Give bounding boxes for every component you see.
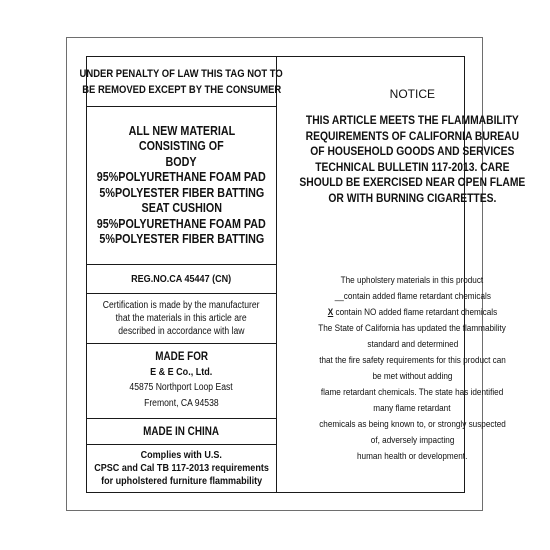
disclosure-line: human health or development. bbox=[357, 451, 468, 462]
reg-no-text: REG.NO.CA 45447 (CN) bbox=[131, 273, 232, 285]
disclosure-line: The State of California has updated the flammability bbox=[318, 323, 507, 334]
material-line: 5%POLYESTER FIBER BATTING bbox=[99, 185, 264, 200]
comply-line-1: Complies with U.S. bbox=[140, 449, 223, 461]
penalty-warning bbox=[79, 57, 284, 107]
checked-x-mark: X bbox=[327, 307, 334, 318]
cert-line-1: Certification is made by the manufacturer bbox=[103, 300, 260, 311]
disclosure-line: standard and determined bbox=[366, 339, 458, 350]
company-name: E & E Co., Ltd. bbox=[150, 366, 213, 378]
address-line-2: Fremont, CA 94538 bbox=[144, 398, 219, 409]
certification-statement bbox=[87, 294, 276, 344]
notice-line: OF HOUSEHOLD GOODS AND SERVICES bbox=[310, 144, 515, 158]
disclosure-line: many flame retardant bbox=[373, 403, 451, 414]
notice-line: REQUIREMENTS OF CALIFORNIA BUREAU bbox=[305, 128, 520, 143]
notice-body bbox=[281, 113, 544, 206]
registration-number bbox=[87, 265, 276, 294]
comply-line-3: for upholstered furniture flammability bbox=[100, 475, 263, 487]
notice-line: OR WITH BURNING CIGARETTES. bbox=[328, 190, 497, 205]
made-in-text: MADE IN CHINA bbox=[143, 425, 220, 438]
penalty-line-1: UNDER PENALTY OF LAW THIS TAG NOT TO bbox=[79, 67, 284, 80]
material-line: SEAT CUSHION bbox=[141, 201, 222, 215]
tag-right-column bbox=[277, 57, 548, 492]
notice-line: SHOULD BE EXERCISED NEAR OPEN FLAME bbox=[299, 175, 526, 189]
cert-line-3: described in accordance with law bbox=[118, 326, 245, 337]
notice-line: THIS ARTICLE MEETS THE FLAMMABILITY bbox=[305, 113, 519, 127]
disclosure-line: be met without adding bbox=[372, 371, 453, 382]
address-line-1: 45875 Northport Loop East bbox=[129, 382, 234, 393]
notice-title: NOTICE bbox=[389, 87, 436, 101]
compliance-statement bbox=[87, 445, 276, 492]
flammability-notice bbox=[277, 57, 548, 263]
tag-left-column bbox=[79, 57, 284, 492]
material-line: 5%POLYESTER FIBER BATTING bbox=[99, 232, 264, 246]
disclosure-line: flame retardant chemicals. The state has identified bbox=[321, 387, 504, 398]
notice-line: TECHNICAL BULLETIN 117-2013. CARE bbox=[315, 159, 510, 174]
made-for-label: MADE FOR bbox=[155, 351, 208, 363]
disclosure-line: The upholstery materials in this product bbox=[341, 275, 484, 286]
comply-line-2: CPSC and Cal TB 117-2013 requirements bbox=[94, 462, 269, 474]
material-line: BODY bbox=[165, 154, 198, 169]
material-line: CONSISTING OF bbox=[139, 139, 224, 153]
material-line: 95%POLYURETHANE FOAM PAD bbox=[96, 216, 267, 231]
penalty-line-2: BE REMOVED EXCEPT BY THE CONSUMER bbox=[81, 83, 282, 96]
material-content bbox=[87, 107, 276, 265]
disclosure-line: __contain added flame retardant chemicals bbox=[334, 291, 491, 302]
material-line: ALL NEW MATERIAL bbox=[128, 123, 235, 138]
disclosure-line: chemicals as being known to, or strongly suspected bbox=[319, 419, 506, 430]
made-for-block bbox=[87, 344, 276, 419]
disclosure-line: that the fire safety requirements for this product can bbox=[319, 355, 506, 366]
material-line: 95%POLYURETHANE FOAM PAD bbox=[96, 170, 267, 184]
flame-retardant-disclosure bbox=[277, 263, 548, 492]
country-of-origin bbox=[87, 419, 276, 445]
law-tag bbox=[79, 56, 526, 493]
cert-line-2: that the materials in this article are bbox=[116, 313, 247, 324]
checked-option-text: contain NO added flame retardant chemicals bbox=[333, 307, 498, 318]
disclosure-line: of, adversely impacting bbox=[370, 435, 455, 446]
disclosure-line-checked bbox=[328, 305, 497, 321]
